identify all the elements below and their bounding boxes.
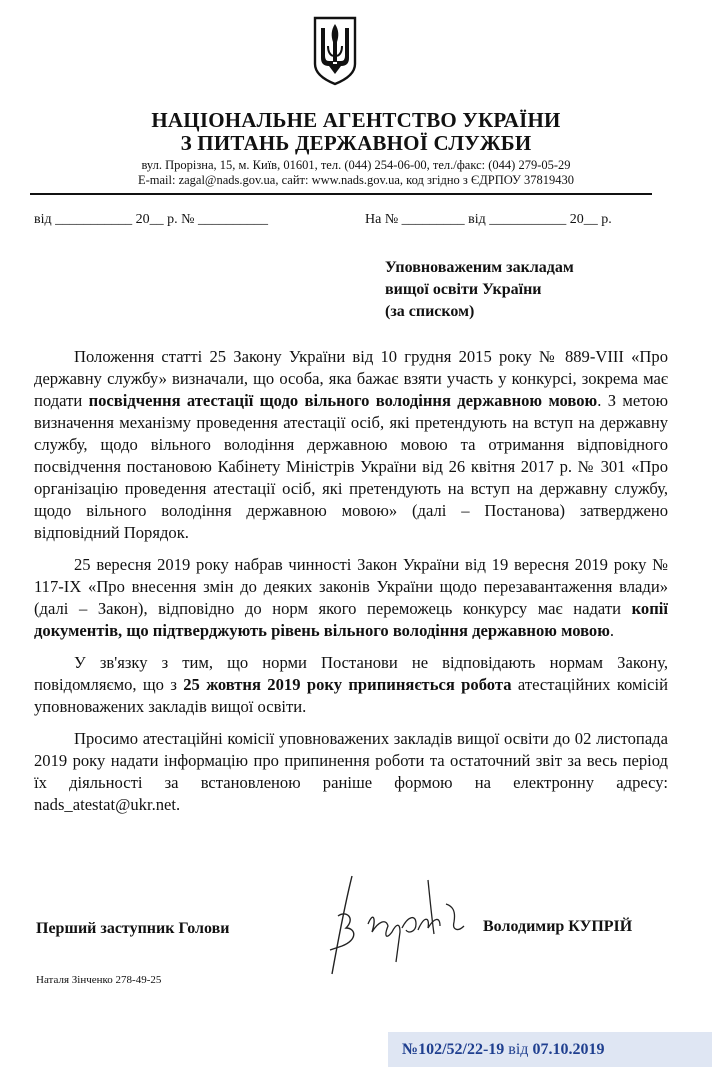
letter-body [34,346,668,826]
outgoing-reference: від ___________ 20__ р. № __________ [34,212,268,227]
agency-name-line1: НАЦІОНАЛЬНЕ АГЕНТСТВО УКРАЇНИ [151,108,561,132]
header-divider [30,193,652,195]
contact-email-site: E-mail: zagal@nads.gov.ua, сайт: www.nads.gov.ua, код згідно з ЄДРПОУ 37819430 [137,173,575,187]
incoming-reference: На № _________ від ___________ 20__ р. [365,212,612,227]
bold-emphasis: посвідчення атестації щодо вільного володіння державною мовою [88,391,598,410]
signatory-title: Перший заступник Голови [36,920,230,937]
contact-address: вул. Прорізна, 15, м. Київ, 01601, тел. (044) 254-06-00, тел./факс: (044) 279-05-29 [141,158,571,172]
handwritten-signature [316,870,481,980]
executor-contact: Наталя Зінченко 278-49-25 [36,974,162,986]
paragraph: 25 вересня 2019 року набрав чинності Закон України від 19 вересня 2019 року № 117-IX «Про внесення змін до деяких законів України щодо перезавантаження влади» (далі – Закон), відповідно до норм якого переможець конкурсу має надати копії документів, що підтверджують рівень вільного володіння державною мовою. [34,555,668,640]
agency-name-line2: З ПИТАНЬ ДЕРЖАВНОЇ СЛУЖБИ [180,131,532,155]
registration-number: №102/52/22-19 від 07.10.2019 [402,1041,605,1058]
paragraph: Просимо атестаційні комісії уповноважених закладів вищої освіти до 02 листопада 2019 року надати інформацію про припинення роботи та остаточний звіт за весь період їх діяльності за встановленою раніше формою на електронну адресу: nads_atestat@ukr.net. [34,729,668,814]
trident-icon [312,16,358,86]
bold-emphasis: копії документів, що підтверджують рівень вільного володіння державною мовою [34,599,668,640]
addressee-line: вищої освіти України [385,281,542,298]
addressee-block [385,257,685,323]
signatory-name: Володимир КУПРІЙ [483,918,633,935]
addressee-line: Уповноваженим закладам [385,259,574,276]
bold-emphasis: 25 жовтня 2019 року припиняється робота [183,675,512,694]
paragraph: У зв'язку з тим, що норми Постанови не відповідають нормам Закону, повідомляємо, що з 25 жовтня 2019 року припиняється робота атестаційних комісій уповноважених закладів вищої освіти. [34,653,668,716]
paragraph: Положення статті 25 Закону України від 10 грудня 2015 року № 889-VIII «Про державну службу» визначали, що особа, яка бажає взяти участь у конкурсі, зокрема має подати посвідчення атестації щодо вільного володіння державною мовою. З метою визначення механізму проведення атестації осіб, які претендують на вступ на державну службу, щодо вільного володіння державною мовою та отримання відповідного посвідчення постановою Кабінету Міністрів України від 26 квітня 2017 р. № 301 «Про організацію проведення атестації осіб, які претендують на вступ на державну службу, щодо вільного володіння державною мовою» (далі – Постанова) затверджено відповідний Порядок. [34,347,668,542]
addressee-line: (за списком) [385,303,475,320]
